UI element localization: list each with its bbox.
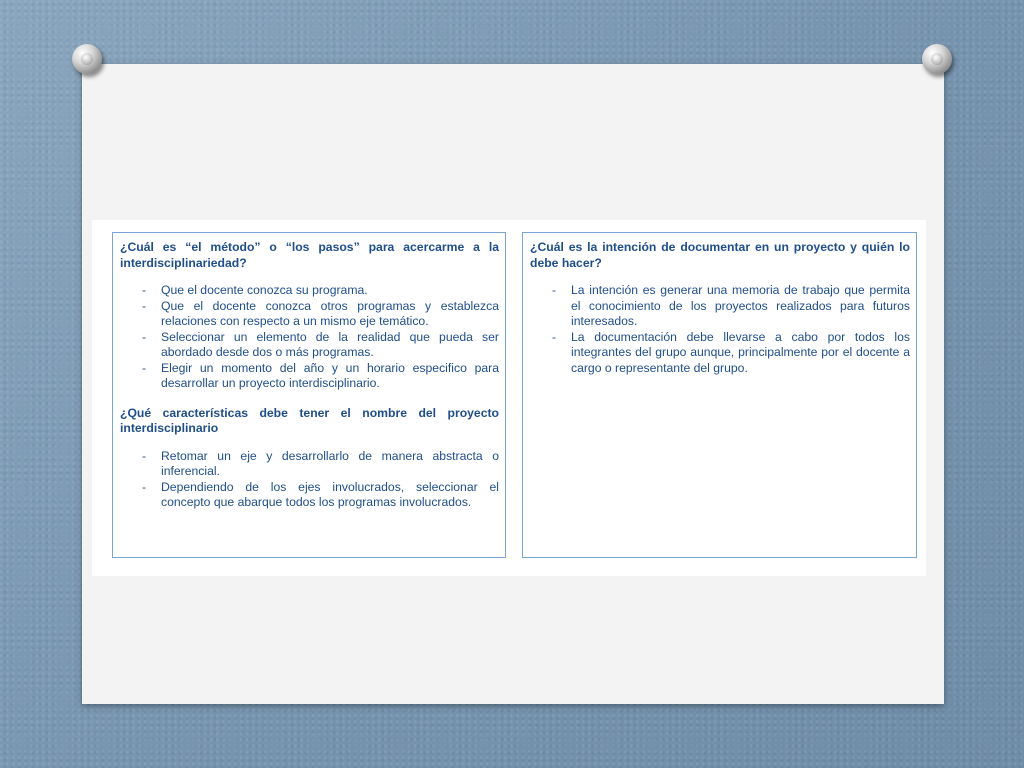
pushpin-icon (72, 44, 102, 74)
list-item: - Elegir un momento del año y un horario especifico para desarrollar un proyecto interdisciplinario. (120, 361, 499, 392)
pushpin-icon (922, 44, 952, 74)
documentation-list (530, 283, 910, 376)
right-text-box (522, 232, 917, 558)
list-item: - Que el docente conozca otros programas y establezca relaciones con respecto a un mismo eje temático. (120, 299, 499, 330)
list-item: - Que el docente conozca su programa. (120, 283, 499, 299)
list-item: - Dependiendo de los ejes involucrados, seleccionar el concepto que abarque todos los programas involucrados. (120, 480, 499, 511)
question-method: ¿Cuál es “el método” o “los pasos” para acercarme a la interdisciplinariedad? (120, 240, 499, 270)
question-documentation: ¿Cuál es la intención de documentar en un proyecto y quién lo debe hacer? (530, 240, 910, 270)
method-list (120, 283, 499, 392)
list-item: - Seleccionar un elemento de la realidad que pueda ser abordado desde dos o más programas. (120, 330, 499, 361)
project-name-list (120, 449, 499, 511)
list-item: - La documentación debe llevarse a cabo por todos los integrantes del grupo aunque, principalmente por el docente a cargo o representante del grupo. (530, 330, 910, 377)
list-item: - La intención es generar una memoria de trabajo que permita el conocimiento de los proyectos realizados para futuros interesados. (530, 283, 910, 330)
question-project-name: ¿Qué características debe tener el nombre del proyecto interdisciplinario (120, 405, 499, 435)
embedded-document-image (92, 220, 926, 576)
left-text-box (112, 232, 506, 558)
list-item: - Retomar un eje y desarrollarlo de manera abstracta o inferencial. (120, 449, 499, 480)
